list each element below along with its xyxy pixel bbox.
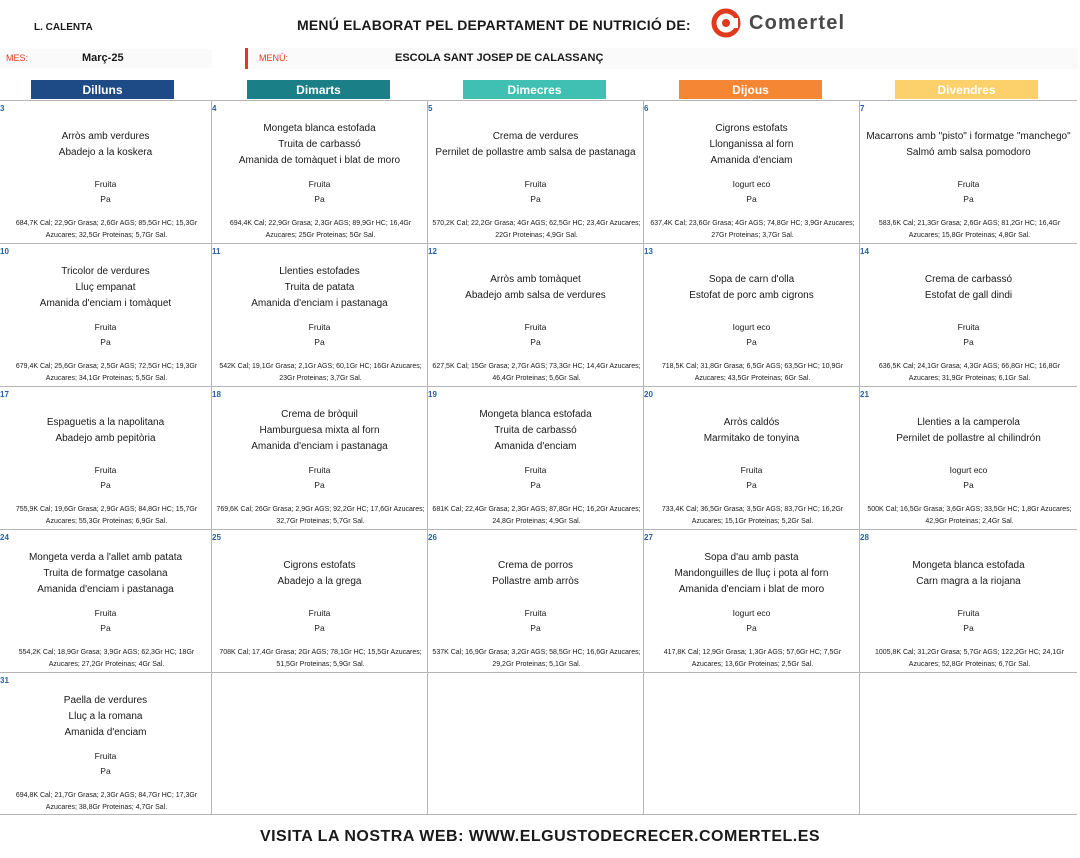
- dish-item: Salmó amb salsa pomodoro: [906, 147, 1031, 158]
- dish-item: Amanida d'enciam: [64, 727, 147, 738]
- dish-item: Truita de carbassó: [278, 139, 361, 150]
- dish-item: Pernilet de pollastre amb salsa de pastanaga: [435, 147, 636, 158]
- dish-item: Truita de formatge casolana: [43, 568, 168, 579]
- dish-item: Paella de verdures: [63, 695, 148, 706]
- dessert-item: Fruita: [94, 608, 117, 618]
- nutrition-info: 570,2K Cal; 22,2Gr Grasa; 4Gr AGS; 62,5Gr HC; 23,4Gr Azucares; 22Gr Proteinas; 4,9Gr Sal.: [432, 220, 641, 239]
- day-number: 10: [0, 247, 9, 256]
- dish-list: [860, 129, 1077, 161]
- day-header-dimarts: Dimarts: [247, 80, 390, 99]
- dessert-item: Fruita: [957, 179, 980, 189]
- nutrition-info: 681K Cal; 22,4Gr Grasa; 2,3Gr AGS; 87,8Gr HC; 16,2Gr Azucares; 24,8Gr Proteinas; 4,9Gr Sal.: [432, 506, 641, 525]
- dish-item: Amanida d'enciam i tomàquet: [39, 298, 172, 309]
- dish-list: [428, 407, 643, 455]
- dish-item: Amanida d'enciam i pastanaga: [251, 441, 388, 452]
- dessert-item: Fruita: [957, 322, 980, 332]
- month-label: MES:: [6, 53, 29, 63]
- month-field: [0, 49, 212, 68]
- dish-list: [0, 129, 211, 161]
- dish-list: [644, 272, 859, 304]
- day-number: 17: [0, 390, 9, 399]
- day-cell: [0, 673, 211, 814]
- day-number: 20: [644, 390, 653, 399]
- dessert-item: Iogurt eco: [732, 322, 771, 332]
- dish-list: [860, 415, 1077, 447]
- nutrition-info: 417,8K Cal; 12,9Gr Grasa; 1,3Gr AGS; 57,6Gr HC; 7,5Gr Azucares; 13,6Gr Proteinas; 2,5Gr Sal.: [663, 649, 842, 668]
- nutrition-info: 636,5K Cal; 24,1Gr Grasa; 4,3Gr AGS; 66,8Gr HC; 16,8Gr Azucares; 31,9Gr Proteinas; 6,1Gr Sal.: [878, 363, 1061, 382]
- day-header-dimecres: Dimecres: [463, 80, 606, 99]
- bread-item: Pa: [100, 623, 111, 633]
- nutrition-info: 694,4K Cal; 22,9Gr Grasa; 2,3Gr AGS; 89,9Gr HC; 16,4Gr Azucares; 25Gr Proteinas; 5Gr Sal.: [229, 220, 412, 239]
- dish-list: [644, 121, 859, 169]
- day-number: 7: [860, 104, 865, 113]
- day-number: 11: [212, 247, 221, 256]
- day-header-divendres: Divendres: [895, 80, 1038, 99]
- brand-name: Comertel: [749, 11, 846, 34]
- day-number: 5: [428, 104, 433, 113]
- month-value: Març-25: [82, 52, 124, 64]
- dish-item: Macarrons amb "pisto" i formatge "manchego": [866, 131, 1071, 142]
- empty-day-cell: [212, 673, 427, 814]
- nutrition-info: 769,6K Cal; 26Gr Grasa; 2,9Gr AGS; 92,2Gr HC; 17,6Gr Azucares; 32,7Gr Proteinas; 5,7Gr Sal.: [216, 506, 425, 525]
- dish-item: Arròs amb tomàquet: [490, 274, 581, 285]
- nutrition-info: 542K Cal; 19,1Gr Grasa; 2,1Gr AGS; 60,1Gr HC; 16Gr Azucares; 23Gr Proteinas; 3,7Gr Sal.: [219, 363, 422, 382]
- menu-calendar-grid: [0, 100, 1077, 815]
- dish-item: Hamburguesa mixta al forn: [259, 425, 380, 436]
- day-header-dijous: Dijous: [679, 80, 822, 99]
- school-label: MENÚ:: [259, 53, 288, 63]
- dish-item: Cigrons estofats: [283, 560, 356, 571]
- dish-list: [212, 121, 427, 169]
- day-cell: [860, 530, 1077, 672]
- dish-list: [644, 415, 859, 447]
- dessert-item: Fruita: [94, 322, 117, 332]
- bread-item: Pa: [963, 194, 974, 204]
- bread-item: Pa: [746, 337, 757, 347]
- dessert-item: Iogurt eco: [732, 608, 771, 618]
- day-number: 24: [0, 533, 9, 542]
- menu-type-label: L. CALENTA: [34, 22, 93, 33]
- dish-list: [212, 264, 427, 312]
- nutrition-info: 694,8K Cal; 21,7Gr Grasa; 2,3Gr AGS; 84,7Gr HC; 17,3Gr Azucares; 38,8Gr Proteinas; 4,7Gr Sal.: [15, 792, 198, 811]
- dish-list: [644, 550, 859, 598]
- comertel-logo-icon: [711, 8, 741, 38]
- dessert-item: Fruita: [524, 465, 547, 475]
- dish-item: Abadejo amb salsa de verdures: [465, 290, 606, 301]
- dish-list: [0, 415, 211, 447]
- dish-item: Arròs amb verdures: [61, 131, 150, 142]
- dessert-item: Fruita: [524, 179, 547, 189]
- dish-item: Crema de bròquil: [281, 409, 358, 420]
- dish-item: Lluç a la romana: [68, 711, 143, 722]
- day-cell: [212, 530, 427, 672]
- day-header-dilluns: Dilluns: [31, 80, 174, 99]
- day-cell: [212, 244, 427, 386]
- dessert-item: Iogurt eco: [732, 179, 771, 189]
- bread-item: Pa: [314, 480, 325, 490]
- dish-item: Estofat de porc amb cigrons: [689, 290, 814, 301]
- dish-item: Amanida d'enciam i pastanaga: [251, 298, 388, 309]
- nutrition-info: 500K Cal; 16,5Gr Grasa; 3,6Gr AGS; 33,5Gr HC; 1,8Gr Azucares; 42,9Gr Proteinas; 2,4Gr Sal.: [867, 506, 1072, 525]
- bread-item: Pa: [530, 480, 541, 490]
- day-number: 31: [0, 676, 9, 685]
- dessert-item: Fruita: [308, 179, 331, 189]
- dessert-item: Fruita: [94, 179, 117, 189]
- bread-item: Pa: [963, 623, 974, 633]
- school-name: ESCOLA SANT JOSEP DE CALASSANÇ: [395, 52, 604, 64]
- dish-item: Espaguetis a la napolitana: [46, 417, 165, 428]
- day-number: 28: [860, 533, 869, 542]
- dish-item: Truita de patata: [284, 282, 355, 293]
- nutrition-info: 637,4K Cal; 23,6Gr Grasa; 4Gr AGS; 74,8Gr HC; 3,9Gr Azucares; 27Gr Proteinas; 3,7Gr Sal.: [650, 220, 855, 239]
- empty-day-cell: [428, 673, 643, 814]
- dish-list: [428, 129, 643, 161]
- dish-item: Lluç empanat: [75, 282, 136, 293]
- bread-item: Pa: [100, 337, 111, 347]
- dish-list: [428, 272, 643, 304]
- dish-item: Abadejo amb pepitòria: [55, 433, 156, 444]
- nutrition-info: 679,4K Cal; 25,6Gr Grasa; 2,5Gr AGS; 72,5Gr HC; 19,3Gr Azucares; 34,1Gr Proteinas; 5,5Gr Sal.: [15, 363, 198, 382]
- dish-list: [212, 407, 427, 455]
- day-cell: [0, 101, 211, 243]
- nutrition-info: 718,5K Cal; 31,8Gr Grasa; 6,5Gr AGS; 63,5Gr HC; 10,9Gr Azucares; 43,5Gr Proteinas; 6Gr Sal.: [661, 363, 844, 382]
- dessert-item: Fruita: [94, 465, 117, 475]
- bread-item: Pa: [963, 337, 974, 347]
- day-number: 26: [428, 533, 437, 542]
- bread-item: Pa: [530, 337, 541, 347]
- day-cell: [428, 387, 643, 529]
- day-cell: [860, 244, 1077, 386]
- bread-item: Pa: [746, 194, 757, 204]
- dish-item: Sopa d'au amb pasta: [704, 552, 799, 563]
- day-number: 14: [860, 247, 869, 256]
- dish-list: [0, 550, 211, 598]
- day-number: 25: [212, 533, 221, 542]
- bread-item: Pa: [746, 623, 757, 633]
- dish-item: Llenties a la camperola: [917, 417, 1020, 428]
- dish-item: Carn magra a la riojana: [916, 576, 1021, 587]
- dessert-item: Fruita: [524, 608, 547, 618]
- day-cell: [0, 244, 211, 386]
- day-cell: [0, 530, 211, 672]
- dish-item: Amanida de tomàquet i blat de moro: [238, 155, 401, 166]
- bread-item: Pa: [746, 480, 757, 490]
- dish-item: Llonganissa al forn: [709, 139, 794, 150]
- day-number: 12: [428, 247, 437, 256]
- bread-item: Pa: [530, 623, 541, 633]
- dish-item: Truita de carbassó: [494, 425, 577, 436]
- day-cell: [644, 530, 859, 672]
- nutrition-info: 554,2K Cal; 18,9Gr Grasa; 3,9Gr AGS; 62,3Gr HC; 18Gr Azucares; 27,2Gr Proteinas; 4Gr Sal.: [18, 649, 195, 668]
- nutrition-info: 733,4K Cal; 36,5Gr Grasa; 3,5Gr AGS; 83,7Gr HC; 16,2Gr Azucares; 15,1Gr Proteinas; 5,2Gr Sal.: [661, 506, 844, 525]
- bread-item: Pa: [100, 194, 111, 204]
- bread-item: Pa: [314, 337, 325, 347]
- day-number: 18: [212, 390, 221, 399]
- dessert-item: Fruita: [957, 608, 980, 618]
- website-footer: VISITA LA NOSTRA WEB: WWW.ELGUSTODECRECER.COMERTEL.ES: [259, 828, 821, 845]
- page-title: MENÚ ELABORAT PEL DEPARTAMENT DE NUTRICIÓ DE:: [297, 17, 691, 33]
- dish-list: [0, 264, 211, 312]
- dish-item: Pernilet de pollastre al chilindrón: [896, 433, 1041, 444]
- day-cell: [428, 244, 643, 386]
- dish-list: [212, 558, 427, 590]
- day-number: 6: [644, 104, 649, 113]
- bread-item: Pa: [100, 766, 111, 776]
- dish-item: Crema de carbassó: [924, 274, 1013, 285]
- day-cell: [428, 530, 643, 672]
- day-number: 3: [0, 104, 5, 113]
- nutrition-info: 583,6K Cal; 21,3Gr Grasa; 2,6Gr AGS; 81,2Gr HC; 16,4Gr Azucares; 15,8Gr Proteinas; 4,8Gr Sal.: [878, 220, 1061, 239]
- day-cell: [212, 387, 427, 529]
- bread-item: Pa: [314, 623, 325, 633]
- dessert-item: Fruita: [94, 751, 117, 761]
- dish-item: Mongeta blanca estofada: [479, 409, 592, 420]
- school-field: [245, 48, 1078, 69]
- nutrition-info: 708K Cal; 17,4Gr Grasa; 2Gr AGS; 78,1Gr HC; 15,5Gr Azucares; 51,5Gr Proteinas; 5,9Gr Sal.: [219, 649, 422, 668]
- dessert-item: Fruita: [308, 465, 331, 475]
- nutrition-info: 755,9K Cal; 19,6Gr Grasa; 2,9Gr AGS; 84,8Gr HC; 15,7Gr Azucares; 55,3Gr Proteinas; 6,9Gr Sal.: [15, 506, 198, 525]
- empty-day-cell: [860, 673, 1077, 814]
- bread-item: Pa: [314, 194, 325, 204]
- day-cell: [860, 387, 1077, 529]
- dish-list: [860, 558, 1077, 590]
- empty-day-cell: [644, 673, 859, 814]
- dish-item: Mongeta blanca estofada: [263, 123, 376, 134]
- day-cell: [644, 387, 859, 529]
- dish-item: Arròs caldós: [723, 417, 780, 428]
- dish-item: Llenties estofades: [279, 266, 360, 277]
- dish-item: Amanida d'enciam i blat de moro: [678, 584, 825, 595]
- dish-item: Mongeta blanca estofada: [912, 560, 1025, 571]
- dessert-item: Fruita: [308, 322, 331, 332]
- dish-list: [0, 693, 211, 741]
- dish-item: Amanida d'enciam i pastanaga: [37, 584, 174, 595]
- day-cell: [644, 244, 859, 386]
- dish-list: [428, 558, 643, 590]
- dish-item: Tricolor de verdures: [61, 266, 150, 277]
- day-cell: [212, 101, 427, 243]
- dish-item: Marmitako de tonyina: [703, 433, 800, 444]
- dish-item: Sopa de carn d'olla: [708, 274, 795, 285]
- dessert-item: Fruita: [308, 608, 331, 618]
- dessert-item: Iogurt eco: [949, 465, 988, 475]
- bread-item: Pa: [100, 480, 111, 490]
- dish-item: Abadejo a la koskera: [58, 147, 153, 158]
- dish-item: Cigrons estofats: [715, 123, 788, 134]
- header: [0, 0, 1080, 48]
- dessert-item: Fruita: [740, 465, 763, 475]
- brand-logo: [711, 8, 845, 38]
- day-number: 21: [860, 390, 869, 399]
- bread-item: Pa: [963, 480, 974, 490]
- nutrition-info: 684,7K Cal; 22,9Gr Grasa; 2,6Gr AGS; 85,5Gr HC; 15,3Gr Azucares; 32,5Gr Proteinas; 5,7Gr Sal.: [15, 220, 198, 239]
- dish-item: Crema de porros: [497, 560, 574, 571]
- day-number: 4: [212, 104, 217, 113]
- dish-item: Abadejo a la grega: [277, 576, 362, 587]
- dish-item: Crema de verdures: [492, 131, 579, 142]
- dessert-item: Fruita: [524, 322, 547, 332]
- nutrition-info: 537K Cal; 16,9Gr Grasa; 3,2Gr AGS; 58,5Gr HC; 16,6Gr Azucares; 29,2Gr Proteinas; 5,1Gr Sal.: [432, 649, 641, 668]
- dish-item: Estofat de gall dindi: [924, 290, 1013, 301]
- dish-item: Pollastre amb arròs: [492, 576, 579, 587]
- dish-list: [860, 272, 1077, 304]
- day-cell: [860, 101, 1077, 243]
- day-cell: [644, 101, 859, 243]
- dish-item: Amanida d'enciam: [494, 441, 577, 452]
- nutrition-info: 627,5K Cal; 15Gr Grasa; 2,7Gr AGS; 73,3Gr HC; 14,4Gr Azucares; 46,4Gr Proteinas; 5,6Gr Sal.: [432, 363, 641, 382]
- day-number: 19: [428, 390, 437, 399]
- day-number: 27: [644, 533, 653, 542]
- dish-item: Amanida d'enciam: [710, 155, 793, 166]
- dish-item: Mandonguilles de lluç i pota al forn: [674, 568, 829, 579]
- day-cell: [0, 387, 211, 529]
- nutrition-info: 1005,8K Cal; 31,2Gr Grasa; 5,7Gr AGS; 122,2Gr HC; 24,1Gr Azucares; 52,8Gr Proteinas; 6,7Gr Sal.: [874, 649, 1065, 668]
- dish-item: Mongeta verda a l'allet amb patata: [28, 552, 183, 563]
- day-cell: [428, 101, 643, 243]
- bread-item: Pa: [530, 194, 541, 204]
- day-number: 13: [644, 247, 653, 256]
